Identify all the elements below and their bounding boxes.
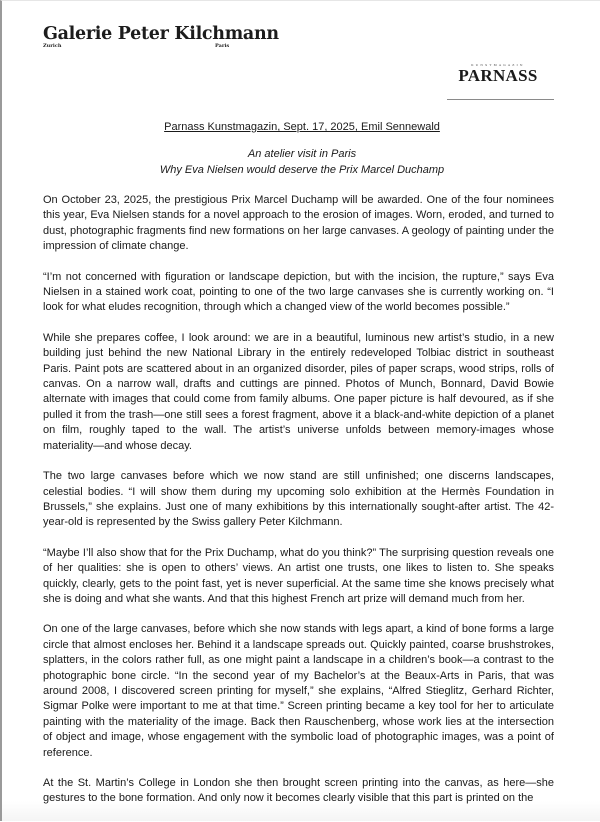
paragraph: “Maybe I’ll also show that for the Prix Duchamp, what do you think?” The surprising question reveals one of her qualities: she is open to others’ views. An artist one trusts, one likes to listen to. She speaks quickly, clearly, gets to the point fast, yet is never superficial. At the same time she knows precisely what she is doing and what she wants. And that this highest French art prize will demand much from her. xyxy=(43,546,554,605)
paragraph: On one of the large canvases, before which she now stands with legs apart, a kind of bone forms a large circle that almost encloses her. Behind it a landscape spreads out. Quickly painted, coarse brushstrokes, splatters, in the colors rather full, as one might paint a landscape in a children’s book—a contrast to the photographic bone circle. “In the second year of my Bachelor’s at the Beaux-Arts in Paris, that was around 2008, I discovered screen printing for myself,” she explains, “Alfred Stieglitz, Gerhard Richter, Sigmar Polke were important to me at that time.” Screen printing became a key tool for her to articulate painting with the materiality of the image. Back then Rauschenberg, whose work lies at the intersection of object and image, whose engagement with the symbolic load of photographic images, was a point of reference. xyxy=(43,623,554,759)
magazine-logo xyxy=(456,63,540,85)
gallery-logo: Galerie Peter Kilchmann xyxy=(43,24,279,44)
article-title: Why Eva Nielsen would deserve the Prix Marcel Duchamp xyxy=(159,164,445,176)
magazine-divider xyxy=(447,99,554,100)
article-subtitle: An atelier visit in Paris xyxy=(247,148,357,160)
paragraph: On October 23, 2025, the prestigious Prix Marcel Duchamp will be awarded. One of the four nominees this year, Eva Nielsen stands for a novel approach to the erosion of images. Worn, eroded, and turned to dust, photographic fragments find new formations on her large canvases. A geology of painting under the impression of climate change. xyxy=(43,194,554,253)
article-body xyxy=(43,193,554,822)
gallery-city-paris: Paris xyxy=(215,43,230,49)
article-byline: Parnass Kunstmagazin, Sept. 17, 2025, Emil Sennewald xyxy=(164,121,440,133)
paragraph: At the St. Martin’s College in London she then brought screen printing into the canvas, as here—she gestures to the bone formation. And only now it becomes clearly visible that this part is printed on the xyxy=(43,777,554,805)
paragraph: While she prepares coffee, I look around: we are in a beautiful, luminous new artist’s studio, in a new building just behind the new National Library in the entirely redeveloped Tolbiac district in southeast Paris. Paint pots are scattered about in an organized disorder, piles of paper scraps, wood strips, rolls of canvas. On a narrow wall, drafts and cuttings are pinned. Photos of Munch, Bonnard, David Bowie alternate with images that could come from family albums. One paper picture is half devoured, as if she pulled it from the trash—one still sees a forest fragment, above it a black-and-white depiction of a planet on film, roughly taped to the wall. The artist’s universe unfolds between memory-images whose materiality—and whose decay. xyxy=(43,331,554,452)
paragraph: The two large canvases before which we now stand are still unfinished; one discerns landscapes, celestial bodies. “I will show them during my upcoming solo exhibition at the Hermès Foundation in Brussels,” she explains. Just one of many exhibitions by this internationally sought-after artist. The 42-year-old is represented by the Swiss gallery Peter Kilchmann. xyxy=(43,470,554,529)
magazine-name: PARNASS xyxy=(458,66,538,85)
gallery-city-zurich: Zurich xyxy=(43,43,62,49)
paragraph: “I’m not concerned with figuration or landscape depiction, but with the incision, the rupture,” says Eva Nielsen in a stained work coat, pointing to one of the two large canvases she is currently working on. “I look for what eludes recognition, through which a changed view of the world becomes possible.” xyxy=(43,270,554,314)
magazine-kicker: KUNSTMAGAZIN xyxy=(471,63,525,67)
